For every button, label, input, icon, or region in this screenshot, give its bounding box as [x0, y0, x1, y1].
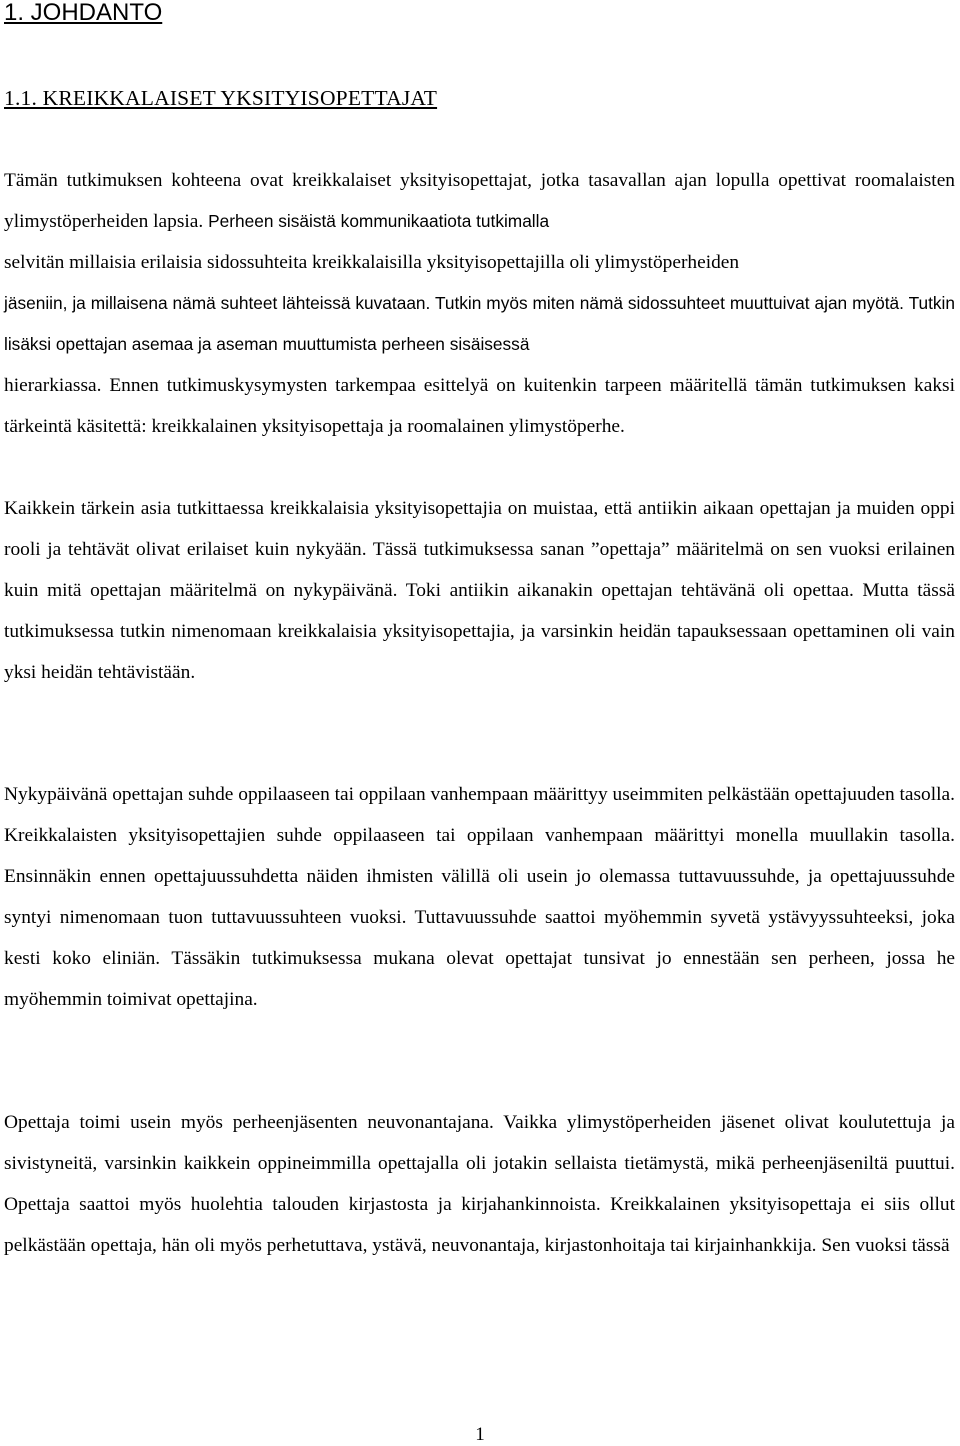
- paragraph-1-part-d: jäseniin, ja millaisena nämä suhteet lähteissä kuvataan. Tutkin myös miten nämä sidossuhteet muuttuivat ajan myötä. Tutkin lisäksi opettajan asemaa ja aseman muuttumista perheen sisäisessä: [4, 293, 955, 354]
- paragraph-1-part-a: Tämän tutkimuksen kohteena ovat kreikkalaiset yksityisopettajat, jotka tasavallan ajan lopulla opettivat roomalaisten ylimystöperheiden lapsia.: [4, 170, 955, 232]
- paragraph-3: Nykypäivänä opettajan suhde oppilaaseen tai oppilaan vanhempaan määrittyy useimmiten pelkästään opettajuuden tasolla. Kreikkalaisten yksityisopettajien suhde oppilaaseen tai oppilaan vanhempaan määrittyi monella muullakin tasolla. Ensinnäkin ennen opettajuussuhdetta näiden ihmisten välillä oli usein jo olemassa tuttavuussuhde, ja opettajuussuhde syntyi nimenomaan tuon tuttavuussuhteen vuoksi. Tuttavuussuhde saattoi myöhemmin syvetä ystävyyssuhteeksi, joka kesti koko eliniän. Tässäkin tutkimuksessa mukana olevat opettajat tunsivat jo ennestään sen perheen, jossa he myöhemmin toimivat opettajina.: [4, 784, 955, 1010]
- page-number-text: 1: [475, 1424, 485, 1445]
- paragraph-4: Opettaja toimi usein myös perheenjäsenten neuvonantajana. Vaikka ylimystöperheiden jäsenet olivat koulutettuja ja sivistyneitä, varsinkin kaikkein oppineimmilla opettajalla oli jotakin sellaista tietämystä, mikä perheenjäseniltä puuttui. Opettaja saattoi myös huolehtia talouden kirjastosta ja kirjahankinnoista. Kreikkalainen yksityisopettaja ei siis ollut pelkästään opettaja, hän oli myös perhetuttava, ystävä, neuvonantaja, kirjastonhoitaja tai kirjainhankkija. Sen vuoksi tässä: [4, 1112, 955, 1256]
- chapter-heading: 1. JOHDANTO: [4, 0, 163, 26]
- paragraph-1-part-b: Perheen sisäistä kommunikaatiota tutkimalla: [208, 211, 550, 231]
- paragraph-1-part-e: hierarkiassa. Ennen tutkimuskysymysten tarkempaa esittelyä on kuitenkin tarpeen määritellä tämän tutkimuksen kaksi tärkeintä käsitettä: kreikkalainen yksityisopettaja ja roomalainen ylimystöperhe.: [4, 375, 955, 437]
- paragraph-1: [4, 160, 955, 447]
- paragraph-2: Kaikkein tärkein asia tutkittaessa kreikkalaisia yksityisopettajia on muistaa, että antiikin aikaan opettajan ja muiden oppi rooli ja tehtävät olivat erilaiset kuin nykyään. Tässä tutkimuksessa sanan ”opettaja” määritelmä on sen vuoksi erilainen kuin mitä opettajan määritelmä on nykypäivänä. Toki antiikin aikanakin opettajan tehtävänä oli opettaa. Mutta tässä tutkimuksessa tutkin nimenomaan kreikkalaisia yksityisopettajia, ja varsinkin heidän tapauksessaan opettaminen oli vain yksi heidän tehtävistään.: [4, 498, 955, 683]
- section-heading: 1.1. KREIKKALAISET YKSITYISOPETTAJAT: [4, 86, 438, 110]
- paragraph-1-part-c: selvitän millaisia erilaisia sidossuhteita kreikkalaisilla yksityisopettajilla oli ylimystöperheiden: [4, 252, 740, 273]
- page-number: [0, 1424, 960, 1446]
